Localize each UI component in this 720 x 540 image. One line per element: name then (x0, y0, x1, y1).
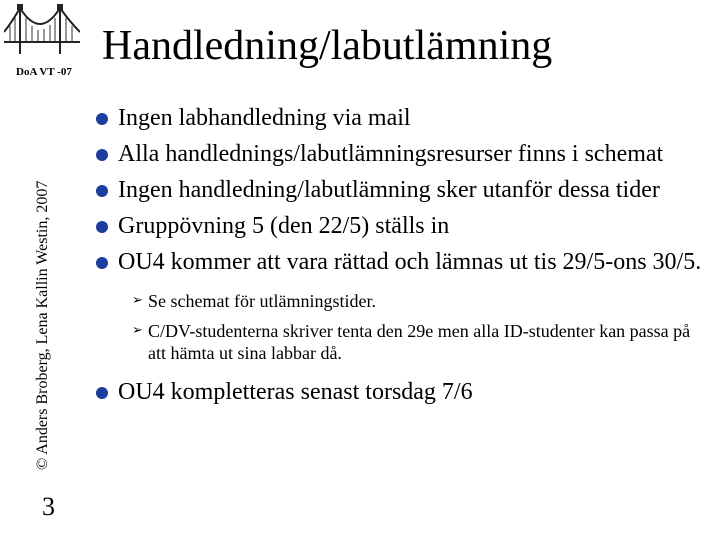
bullet-text: Gruppövning 5 (den 22/5) ställs in (118, 213, 450, 239)
bullet-dot-icon (96, 257, 108, 269)
bullet-dot-icon (96, 149, 108, 161)
copyright-notice: © Anders Broberg, Lena Kallin Westin, 2007 (34, 180, 51, 470)
bridge-logo-icon (4, 2, 80, 64)
bullet-dot-icon (96, 221, 108, 233)
bullet-text: OU4 kompletteras senast torsdag 7/6 (118, 379, 473, 405)
sub-bullet-item (132, 320, 706, 364)
bullet-text: Ingen handledning/labutlämning sker utanför dessa tider (118, 177, 660, 203)
bullet-text: Ingen labhandledning via mail (118, 105, 411, 131)
bullet-item (96, 248, 706, 276)
slide-title: Handledning/labutlämning (102, 23, 553, 69)
bullet-item (96, 176, 706, 204)
arrow-bullet-icon: ➢ (132, 293, 143, 308)
arrow-bullet-icon: ➢ (132, 323, 143, 338)
bullet-text: Alla handlednings/labutlämningsresurser finns i schemat (118, 141, 664, 167)
sub-bullet-text: C/DV-studenterna skriver tenta den 29e men alla ID-studenter kan passa på att hämta ut sina labbar då. (148, 321, 691, 363)
bullet-dot-icon (96, 387, 108, 399)
sub-bullet-text: Se schemat för utlämningstider. (148, 291, 376, 311)
bullet-item (96, 212, 706, 240)
sub-bullet-item (132, 290, 706, 312)
bullet-item (96, 140, 706, 168)
slide-number: 3 (42, 492, 55, 521)
bullet-item (96, 104, 706, 132)
bullet-list (96, 104, 706, 414)
bullet-dot-icon (96, 113, 108, 125)
course-code: DoA VT -07 (16, 66, 72, 78)
bullet-dot-icon (96, 185, 108, 197)
bullet-text: OU4 kommer att vara rättad och lämnas ut tis 29/5-ons 30/5. (118, 249, 702, 275)
bullet-item (96, 378, 706, 406)
sub-bullet-list (132, 290, 706, 364)
